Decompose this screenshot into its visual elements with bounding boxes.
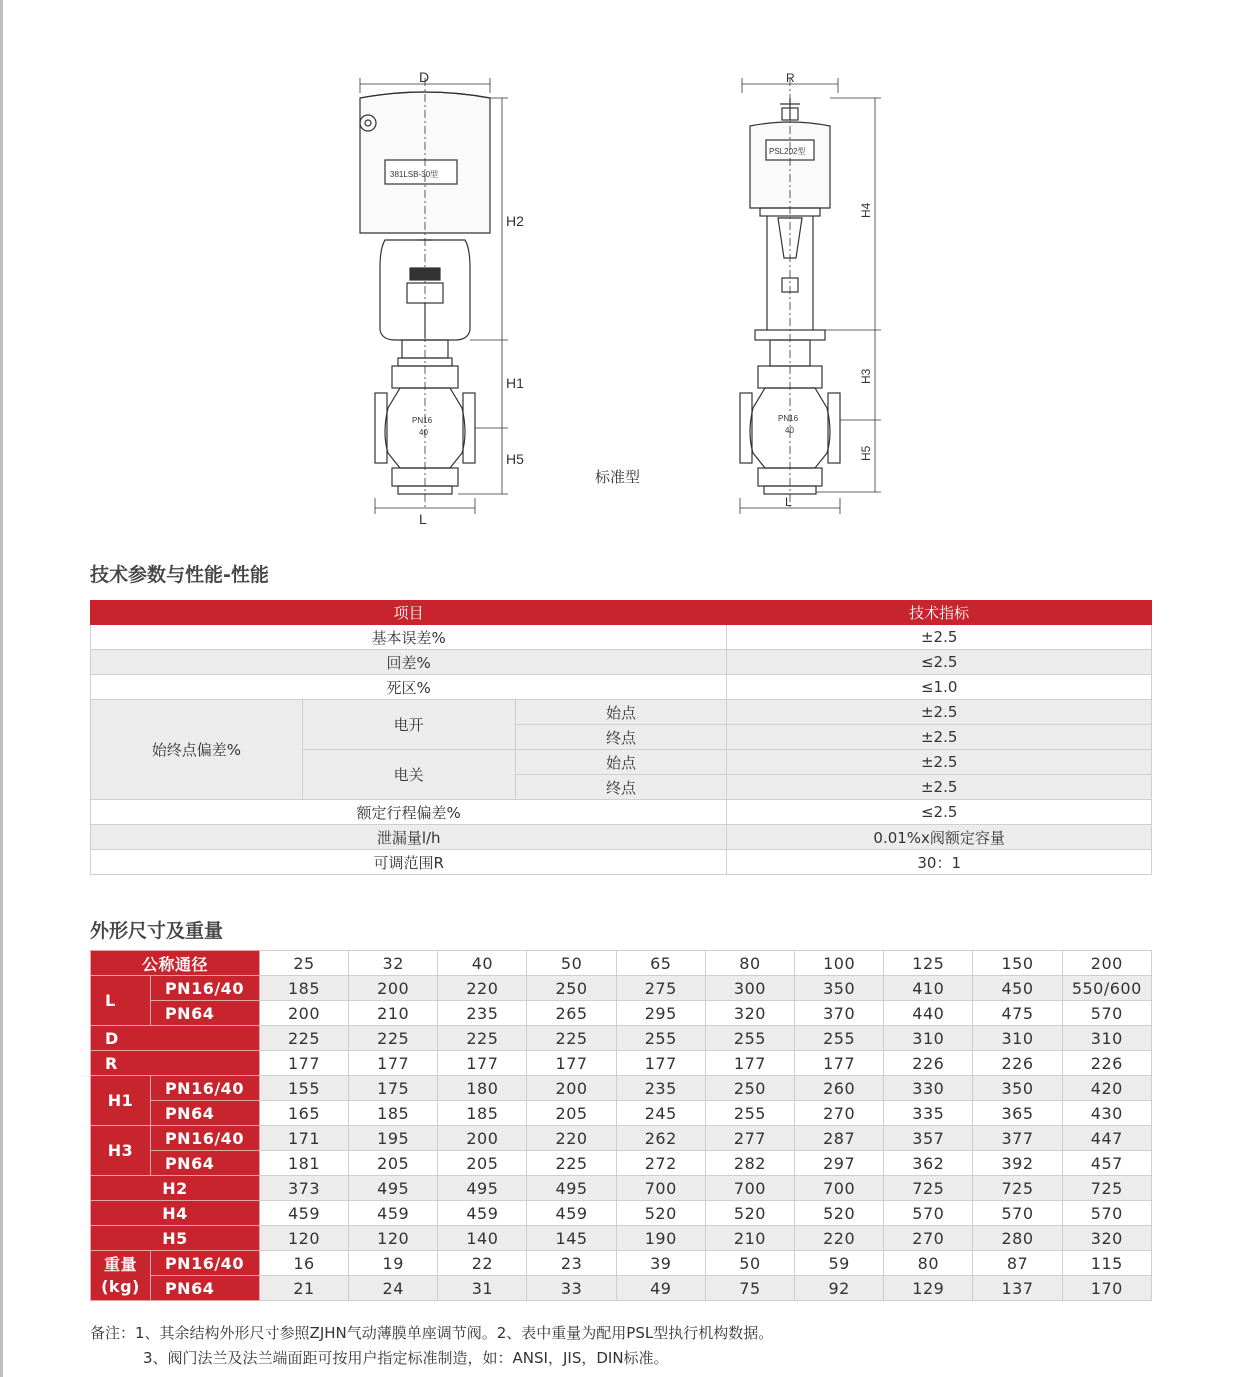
dim-cell: 225 [259, 1026, 348, 1051]
dim-row-l-pn16 [91, 976, 1152, 1001]
dim-H5-label: H5 [506, 451, 524, 467]
dim-row-label: 公称通径 [91, 951, 260, 976]
body-mark-right: PN16 [778, 414, 799, 423]
row-value: 0.01%x阀额定容量 [727, 825, 1152, 850]
row-point: 始点 [515, 700, 727, 725]
dim-cell: 570 [1062, 1001, 1151, 1026]
dim-row-dn [91, 951, 1152, 976]
dim-cell: 25 [259, 951, 348, 976]
dim-H3-label: H3 [859, 368, 873, 384]
dim-cell: 282 [705, 1151, 794, 1176]
dim-H2-label: H2 [506, 213, 524, 229]
dim-row-label: PN64 [150, 1001, 259, 1026]
dim-cell: 447 [1062, 1126, 1151, 1151]
row-point: 始点 [515, 750, 727, 775]
body-mark-2: 40 [419, 428, 428, 437]
dim-cell: 225 [349, 1026, 438, 1051]
dim-cell: 495 [349, 1176, 438, 1201]
dim-cell: 75 [705, 1276, 794, 1301]
dim-H5-right-label: H5 [859, 445, 873, 461]
dim-cell: 255 [705, 1101, 794, 1126]
dim-row-label: PN16/40 [150, 1126, 259, 1151]
dim-cell: 260 [795, 1076, 884, 1101]
dim-cell: 129 [884, 1276, 973, 1301]
dims-section-title: 外形尺寸及重量 [90, 920, 224, 942]
dim-cell: 700 [795, 1176, 884, 1201]
dim-row-h5 [91, 1226, 1152, 1251]
dim-cell: 137 [973, 1276, 1062, 1301]
dim-cell: 295 [616, 1001, 705, 1026]
dim-cell: 459 [349, 1201, 438, 1226]
dim-cell: 277 [705, 1126, 794, 1151]
dim-cell: 205 [438, 1151, 527, 1176]
dim-row-d [91, 1026, 1152, 1051]
dim-cell: 200 [1062, 951, 1151, 976]
dim-cell: 80 [884, 1251, 973, 1276]
dim-cell: 420 [1062, 1076, 1151, 1101]
dim-cell: 185 [259, 976, 348, 1001]
row-label: 可调范围R [91, 850, 727, 875]
dim-cell: 32 [349, 951, 438, 976]
row-value: ±2.5 [727, 725, 1152, 750]
dim-H4-label: H4 [859, 202, 873, 218]
weight-unit: (kg) [101, 1276, 140, 1296]
dim-cell: 320 [705, 1001, 794, 1026]
dim-cell: 272 [616, 1151, 705, 1176]
row-label: 额定行程偏差% [91, 800, 727, 825]
dim-cell: 440 [884, 1001, 973, 1026]
dim-cell: 150 [973, 951, 1062, 976]
dim-row-label: L [91, 976, 151, 1026]
dim-L-right-label: L [785, 495, 792, 509]
dim-H1-label: H1 [506, 375, 524, 391]
row-value: 30：1 [727, 850, 1152, 875]
dim-cell: 125 [884, 951, 973, 976]
dim-cell: 335 [884, 1101, 973, 1126]
dim-row-r [91, 1051, 1152, 1076]
dim-R-label: R [786, 71, 795, 85]
dim-cell: 330 [884, 1076, 973, 1101]
dim-cell: 165 [259, 1101, 348, 1126]
row-label: 泄漏量l/h [91, 825, 727, 850]
dim-cell: 725 [973, 1176, 1062, 1201]
row-value: ≤2.5 [727, 650, 1152, 675]
page-edge [0, 0, 3, 1377]
dim-cell: 24 [349, 1276, 438, 1301]
dim-cell: 210 [349, 1001, 438, 1026]
dim-row-h1-pn64 [91, 1101, 1152, 1126]
dim-cell: 250 [705, 1076, 794, 1101]
dim-row-w-pn16 [91, 1251, 1152, 1276]
dim-cell: 200 [438, 1126, 527, 1151]
row-sublabel: 电关 [302, 750, 515, 800]
dim-cell: 430 [1062, 1101, 1151, 1126]
dim-cell: 40 [438, 951, 527, 976]
dim-cell: 155 [259, 1076, 348, 1101]
dim-cell: 200 [527, 1076, 616, 1101]
dim-cell: 350 [973, 1076, 1062, 1101]
row-value: ≤1.0 [727, 675, 1152, 700]
dim-cell: 310 [884, 1026, 973, 1051]
dim-cell: 170 [1062, 1276, 1151, 1301]
dim-cell: 65 [616, 951, 705, 976]
dim-row-label: H3 [91, 1126, 151, 1176]
dim-D-label: D [419, 69, 430, 85]
dim-cell: 495 [438, 1176, 527, 1201]
row-value: ±2.5 [727, 700, 1152, 725]
dim-row-h3-pn16 [91, 1126, 1152, 1151]
dim-cell: 410 [884, 976, 973, 1001]
dim-L-label: L [419, 511, 427, 527]
dim-cell: 21 [259, 1276, 348, 1301]
dim-cell: 177 [438, 1051, 527, 1076]
dim-cell: 225 [527, 1151, 616, 1176]
dim-cell: 459 [438, 1201, 527, 1226]
dim-row-label: PN16/40 [150, 1076, 259, 1101]
actuator-nameplate: 381LSB-30型 [390, 170, 439, 179]
dim-row-label: H1 [91, 1076, 151, 1126]
dim-cell: 570 [1062, 1201, 1151, 1226]
dim-cell: 310 [973, 1026, 1062, 1051]
dim-cell: 362 [884, 1151, 973, 1176]
row-sublabel: 电开 [302, 700, 515, 750]
dim-cell: 255 [795, 1026, 884, 1051]
dim-row-w-pn64 [91, 1276, 1152, 1301]
dim-cell: 120 [349, 1226, 438, 1251]
row-value: ±2.5 [727, 625, 1152, 650]
dim-cell: 177 [705, 1051, 794, 1076]
header-spec: 技术指标 [727, 601, 1152, 625]
dim-cell: 19 [349, 1251, 438, 1276]
dim-cell: 255 [705, 1026, 794, 1051]
dim-cell: 100 [795, 951, 884, 976]
dim-cell: 210 [705, 1226, 794, 1251]
dim-cell: 23 [527, 1251, 616, 1276]
dim-cell: 520 [795, 1201, 884, 1226]
dim-cell: 180 [438, 1076, 527, 1101]
dim-cell: 235 [616, 1076, 705, 1101]
dim-cell: 450 [973, 976, 1062, 1001]
dim-row-h3-pn64 [91, 1151, 1152, 1176]
note-line-2: 3、阀门法兰及法兰端面距可按用户指定标准制造，如：ANSI，JIS，DIN标准。 [143, 1349, 669, 1367]
row-value: ±2.5 [727, 775, 1152, 800]
dim-cell: 22 [438, 1251, 527, 1276]
dim-cell: 700 [705, 1176, 794, 1201]
dim-row-label [91, 1251, 151, 1301]
row-label: 回差% [91, 650, 727, 675]
dim-row-h2 [91, 1176, 1152, 1201]
dim-row-h4 [91, 1201, 1152, 1226]
row-value: ≤2.5 [727, 800, 1152, 825]
dim-row-label: PN64 [150, 1276, 259, 1301]
dim-row-label: PN64 [150, 1101, 259, 1126]
dim-cell: 31 [438, 1276, 527, 1301]
row-value: ±2.5 [727, 750, 1152, 775]
dim-cell: 270 [884, 1226, 973, 1251]
dim-cell: 177 [616, 1051, 705, 1076]
dim-cell: 520 [616, 1201, 705, 1226]
dim-cell: 220 [438, 976, 527, 1001]
performance-table [90, 600, 1152, 875]
dim-cell: 16 [259, 1251, 348, 1276]
dim-row-label: PN16/40 [150, 976, 259, 1001]
dim-cell: 270 [795, 1101, 884, 1126]
dim-cell: 49 [616, 1276, 705, 1301]
dim-cell: 287 [795, 1126, 884, 1151]
dim-cell: 475 [973, 1001, 1062, 1026]
dim-cell: 200 [349, 976, 438, 1001]
notes [90, 1321, 773, 1371]
dim-cell: 190 [616, 1226, 705, 1251]
dim-cell: 550/600 [1062, 976, 1151, 1001]
dim-cell: 226 [884, 1051, 973, 1076]
dim-cell: 120 [259, 1226, 348, 1251]
dim-cell: 459 [527, 1201, 616, 1226]
dim-cell: 225 [527, 1026, 616, 1051]
perf-section-title: 技术参数与性能-性能 [90, 564, 269, 586]
dim-cell: 181 [259, 1151, 348, 1176]
dim-cell: 226 [973, 1051, 1062, 1076]
dim-cell: 357 [884, 1126, 973, 1151]
dim-cell: 275 [616, 976, 705, 1001]
dim-cell: 145 [527, 1226, 616, 1251]
row-label: 死区% [91, 675, 727, 700]
dim-cell: 320 [1062, 1226, 1151, 1251]
dim-cell: 255 [616, 1026, 705, 1051]
dim-cell: 177 [349, 1051, 438, 1076]
dim-cell: 59 [795, 1251, 884, 1276]
dim-row-l-pn64 [91, 1001, 1152, 1026]
row-point: 终点 [515, 725, 727, 750]
dim-cell: 205 [527, 1101, 616, 1126]
note-line-1: 备注：1、其余结构外形尺寸参照ZJHN气动薄膜单座调节阀。2、表中重量为配用PSL型执行机构数据。 [90, 1324, 774, 1342]
dim-cell: 725 [884, 1176, 973, 1201]
dim-cell: 140 [438, 1226, 527, 1251]
dim-cell: 92 [795, 1276, 884, 1301]
dim-cell: 171 [259, 1126, 348, 1151]
weight-label: 重量 [103, 1254, 137, 1274]
dim-cell: 310 [1062, 1026, 1151, 1051]
dim-cell: 50 [527, 951, 616, 976]
dim-cell: 262 [616, 1126, 705, 1151]
dim-cell: 175 [349, 1076, 438, 1101]
body-mark: PN16 [412, 416, 433, 425]
actuator-nameplate-right: PSL202型 [769, 147, 806, 156]
dim-cell: 39 [616, 1251, 705, 1276]
dim-cell: 392 [973, 1151, 1062, 1176]
dim-row-label: PN16/40 [150, 1251, 259, 1276]
dim-row-label: D [91, 1026, 260, 1051]
dim-cell: 195 [349, 1126, 438, 1151]
dim-cell: 226 [1062, 1051, 1151, 1076]
body-mark-right-2: 40 [785, 426, 794, 435]
dim-row-label: R [91, 1051, 260, 1076]
dim-row-label: PN64 [150, 1151, 259, 1176]
dim-cell: 280 [973, 1226, 1062, 1251]
dim-row-h1-pn16 [91, 1076, 1152, 1101]
dimensions-table [90, 950, 1152, 1301]
dim-cell: 185 [438, 1101, 527, 1126]
dim-row-label: H2 [91, 1176, 260, 1201]
dim-cell: 300 [705, 976, 794, 1001]
dim-cell: 457 [1062, 1151, 1151, 1176]
dim-cell: 495 [527, 1176, 616, 1201]
dim-cell: 377 [973, 1126, 1062, 1151]
dim-cell: 87 [973, 1251, 1062, 1276]
dim-cell: 570 [884, 1201, 973, 1226]
dim-cell: 265 [527, 1001, 616, 1026]
dim-cell: 373 [259, 1176, 348, 1201]
dim-cell: 350 [795, 976, 884, 1001]
dim-cell: 205 [349, 1151, 438, 1176]
dim-cell: 365 [973, 1101, 1062, 1126]
dim-cell: 177 [527, 1051, 616, 1076]
dim-cell: 245 [616, 1101, 705, 1126]
dim-cell: 177 [795, 1051, 884, 1076]
dim-cell: 520 [705, 1201, 794, 1226]
header-item: 项目 [91, 601, 727, 625]
dim-cell: 80 [705, 951, 794, 976]
dim-cell: 225 [438, 1026, 527, 1051]
dim-cell: 459 [259, 1201, 348, 1226]
dim-cell: 185 [349, 1101, 438, 1126]
dim-cell: 370 [795, 1001, 884, 1026]
dim-row-label: H4 [91, 1201, 260, 1226]
dim-cell: 570 [973, 1201, 1062, 1226]
dim-cell: 177 [259, 1051, 348, 1076]
dim-cell: 220 [795, 1226, 884, 1251]
dim-row-label: H5 [91, 1226, 260, 1251]
dim-cell: 725 [1062, 1176, 1151, 1201]
row-label: 始终点偏差% [91, 700, 303, 800]
dim-cell: 235 [438, 1001, 527, 1026]
drawing-caption: 标准型 [595, 468, 641, 486]
row-point: 终点 [515, 775, 727, 800]
dim-cell: 220 [527, 1126, 616, 1151]
dim-cell: 50 [705, 1251, 794, 1276]
dim-cell: 700 [616, 1176, 705, 1201]
row-label: 基本误差% [91, 625, 727, 650]
dim-cell: 115 [1062, 1251, 1151, 1276]
dim-cell: 297 [795, 1151, 884, 1176]
dim-cell: 200 [259, 1001, 348, 1026]
dim-cell: 250 [527, 976, 616, 1001]
dim-cell: 33 [527, 1276, 616, 1301]
